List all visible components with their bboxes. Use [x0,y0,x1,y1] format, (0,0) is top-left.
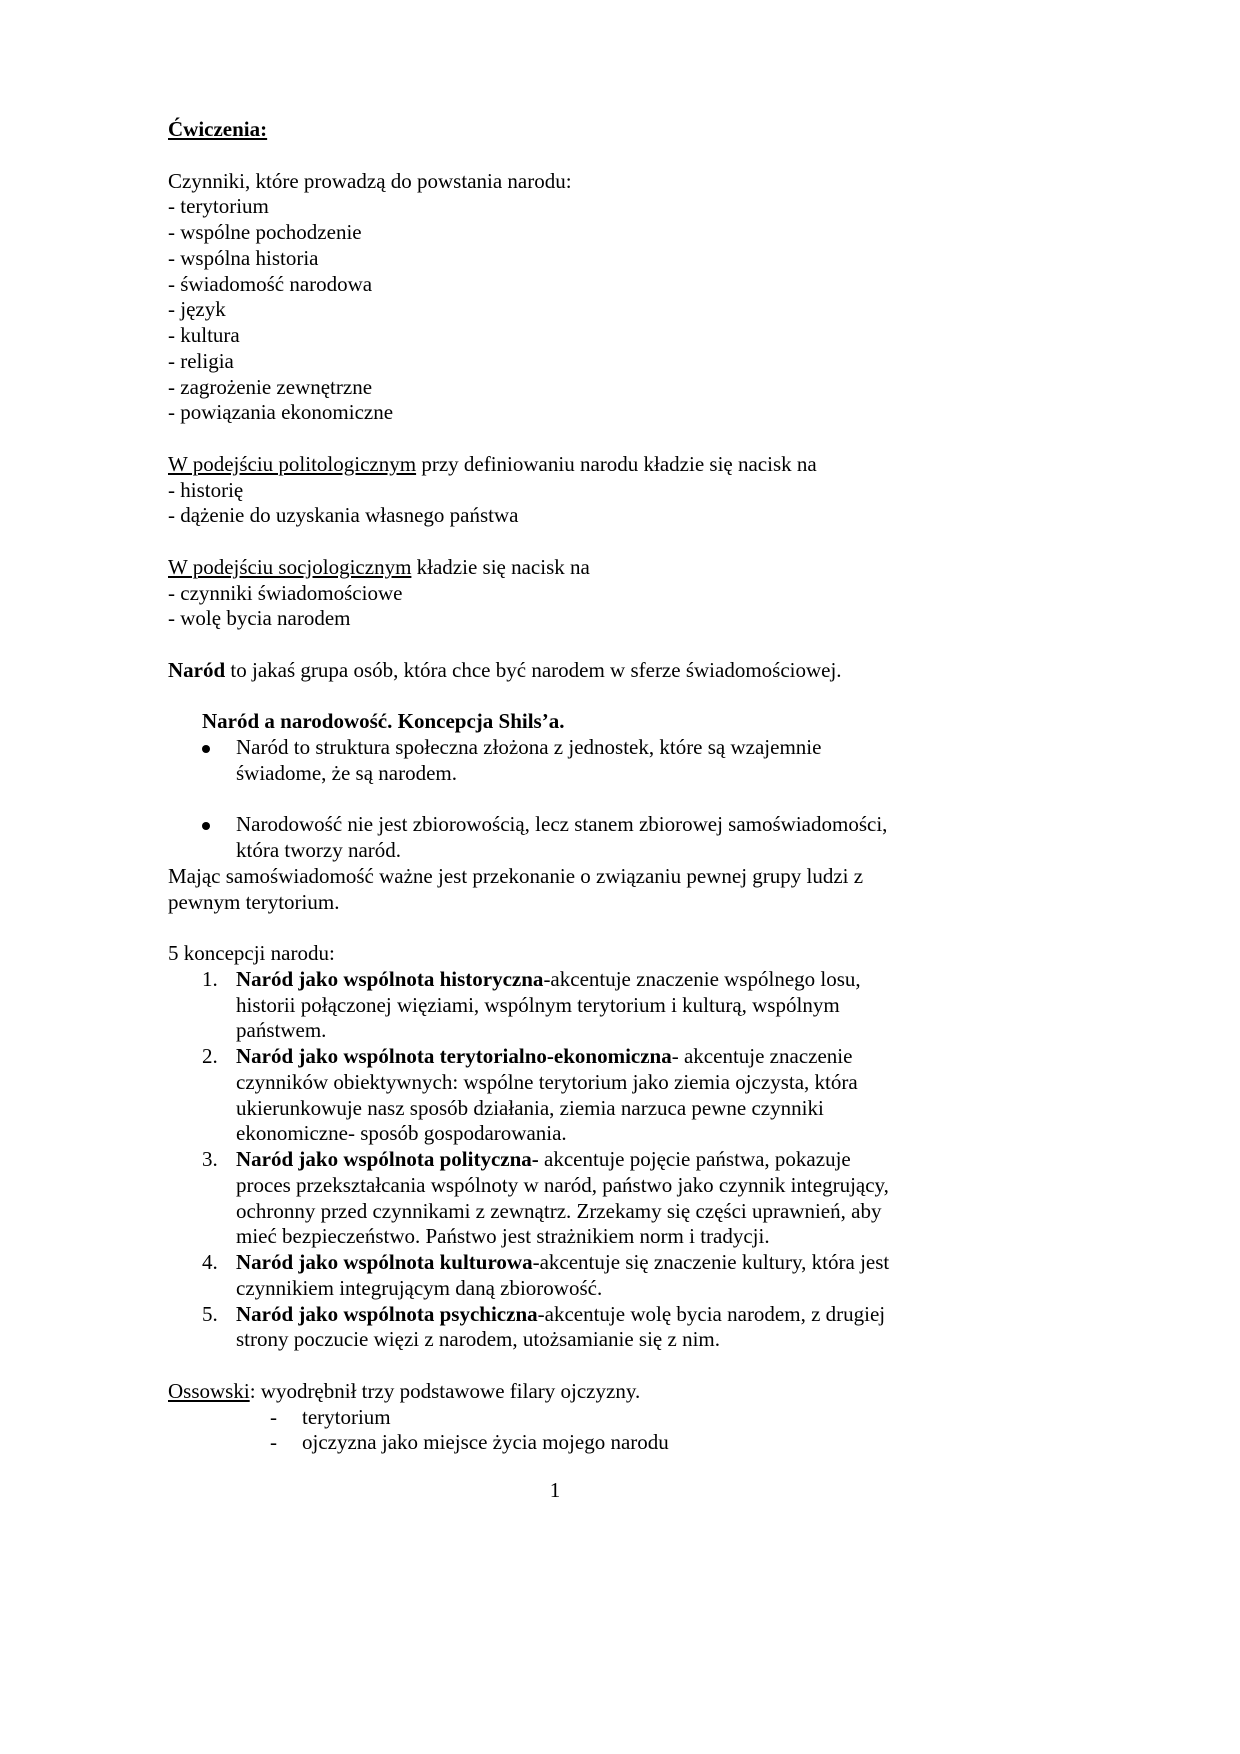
ossowski-text: : wyodrębnił trzy podstawowe filary ojczyzny. [249,1378,641,1403]
concepts-intro: 5 koncepcji narodu: [168,941,335,965]
concept-line [168,1121,948,1147]
bullet-icon [202,822,210,830]
concept-name: Naród jako wspólnota historyczna [236,966,544,991]
list-item: - zagrożenie zewnętrzne [168,374,373,399]
concept-name: Naród jako wspólnota polityczna- [236,1147,539,1171]
ossowski-name: Ossowski [168,1378,250,1403]
bullet-line: która tworzy naród. [236,838,402,862]
page-title: Ćwiczenia: [168,117,268,141]
sociological-list [168,581,948,633]
concept-line [168,1224,948,1250]
political-term: W podejściu politologicznym [168,451,417,476]
bullet-line: świadome, że są narodem. [236,760,458,785]
page-number: 1 [549,1478,561,1502]
note-line: Mając samoświadomość ważne jest przekonanie o związaniu pewnej grupy ludzi z [168,863,864,888]
concept-text: ekonomiczne- sposób gospodarowania. [236,1121,567,1146]
bullet-line [168,812,948,838]
concept-number: 4. [202,1250,218,1274]
concept-line [168,1276,948,1302]
concept-text: -akcentuje się znaczenie kultury, która jest [532,1250,890,1274]
concept-name: Naród jako wspólnota terytorialno-ekonomiczna [236,1044,672,1068]
factors-intro: Czynniki, które prowadzą do powstania narodu: [168,168,572,193]
list-item: - dążenie do uzyskania własnego państwa [168,503,519,528]
shils-heading: Naród a narodowość. Koncepcja Shils’a. [202,709,565,734]
concept-text: czynnikiem integrującym daną zbiorowość. [236,1275,603,1300]
list-item: - czynniki świadomościowe [168,580,403,605]
nation-definition [168,658,948,684]
bullet-icon [202,745,210,753]
ossowski-line [168,1379,948,1405]
list-item: - język [168,297,226,322]
list-item: - historię [168,477,244,502]
political-list [168,478,948,530]
bullet-text: Naród to struktura społeczna złożona z jednostek, które są wzajemnie [236,735,822,759]
definition-term: Naród [168,657,226,682]
list-item: - kultura [168,323,240,347]
ossowski-item [168,1430,948,1456]
concept-text: ukierunkowuje nasz sposób działania, ziemia narzuca pewne czynniki [236,1095,824,1120]
concept-line [168,1173,948,1199]
concept-line [168,1302,948,1328]
ossowski-item-text: terytorium [302,1404,391,1429]
concept-line [168,1044,948,1070]
list-item: - wspólne pochodzenie [168,220,362,244]
factors-list [168,194,948,426]
definition-text: to jakaś grupa osób, która chce być narodem w sferze świadomościowej. [225,657,842,682]
political-approach [168,452,948,478]
dash-marker: - [270,1404,277,1429]
concept-number: 2. [202,1044,218,1068]
concept-text: ochronny przed czynnikami z zewnątrz. Zrzekamy się części uprawnień, aby [236,1198,882,1223]
shils-bullets [168,735,948,864]
list-item: - wspólna historia [168,245,319,270]
concept-line [168,1199,948,1225]
concept-text: - akcentuje znaczenie [671,1044,853,1068]
concept-text: -akcentuje wolę bycia narodem, z drugiej [537,1301,886,1326]
list-item: - religia [168,348,234,373]
sociological-text: kładzie się nacisk na [411,554,590,579]
shils-note [168,864,948,916]
concept-line [168,1147,948,1173]
document-page [168,117,948,1456]
concept-line [168,967,948,993]
note-line: pewnym terytorium. [168,889,340,914]
list-item: - powiązania ekonomiczne [168,400,394,425]
sociological-term: W podejściu socjologicznym [168,554,412,579]
concept-name: Naród jako wspólnota kulturowa [236,1250,533,1274]
spacer [168,787,948,813]
concept-name: Naród jako wspólnota psychiczna [236,1301,538,1326]
concept-number: 1. [202,966,218,991]
bullet-line [168,735,948,761]
concept-text: państwem. [236,1018,327,1043]
concept-text: czynników obiektywnych: wspólne terytorium jako ziemia ojczysta, która [236,1069,858,1094]
ossowski-item [168,1405,948,1431]
concept-line [168,1250,948,1276]
list-item: - wolę bycia narodem [168,606,351,631]
ossowski-item-text: ojczyzna jako miejsce życia mojego narodu [302,1430,669,1455]
concept-number: 5. [202,1301,218,1326]
concept-text: strony poczucie więzi z narodem, utożsamianie się z nim. [236,1327,720,1352]
concept-text: historii połączonej więziami, wspólnym terytorium i kulturą, wspólnym [236,992,840,1017]
concept-text: proces przekształcania wspólnoty w naród, państwo jako czynnik integrujący, [236,1172,889,1197]
concept-line [168,1096,948,1122]
concept-number: 3. [202,1147,218,1171]
ossowski-list [168,1405,948,1457]
concept-line [168,993,948,1019]
political-text: przy definiowaniu narodu kładzie się nacisk na [416,451,817,476]
list-item: - terytorium [168,194,269,219]
concept-text: akcentuje pojęcie państwa, pokazuje [538,1147,851,1171]
sociological-approach [168,555,948,581]
concept-line [168,1070,948,1096]
concept-line [168,1327,948,1353]
concept-text: -akcentuje znaczenie wspólnego losu, [543,966,861,991]
concept-text: mieć bezpieczeństwo. Państwo jest strażnikiem norm i tradycji. [236,1224,770,1249]
list-item: - świadomość narodowa [168,271,373,296]
bullet-text: Narodowość nie jest zbiorowością, lecz stanem zbiorowej samoświadomości, [236,812,888,837]
dash-marker: - [270,1430,277,1455]
concept-line [168,1018,948,1044]
concepts-list [168,967,948,1353]
